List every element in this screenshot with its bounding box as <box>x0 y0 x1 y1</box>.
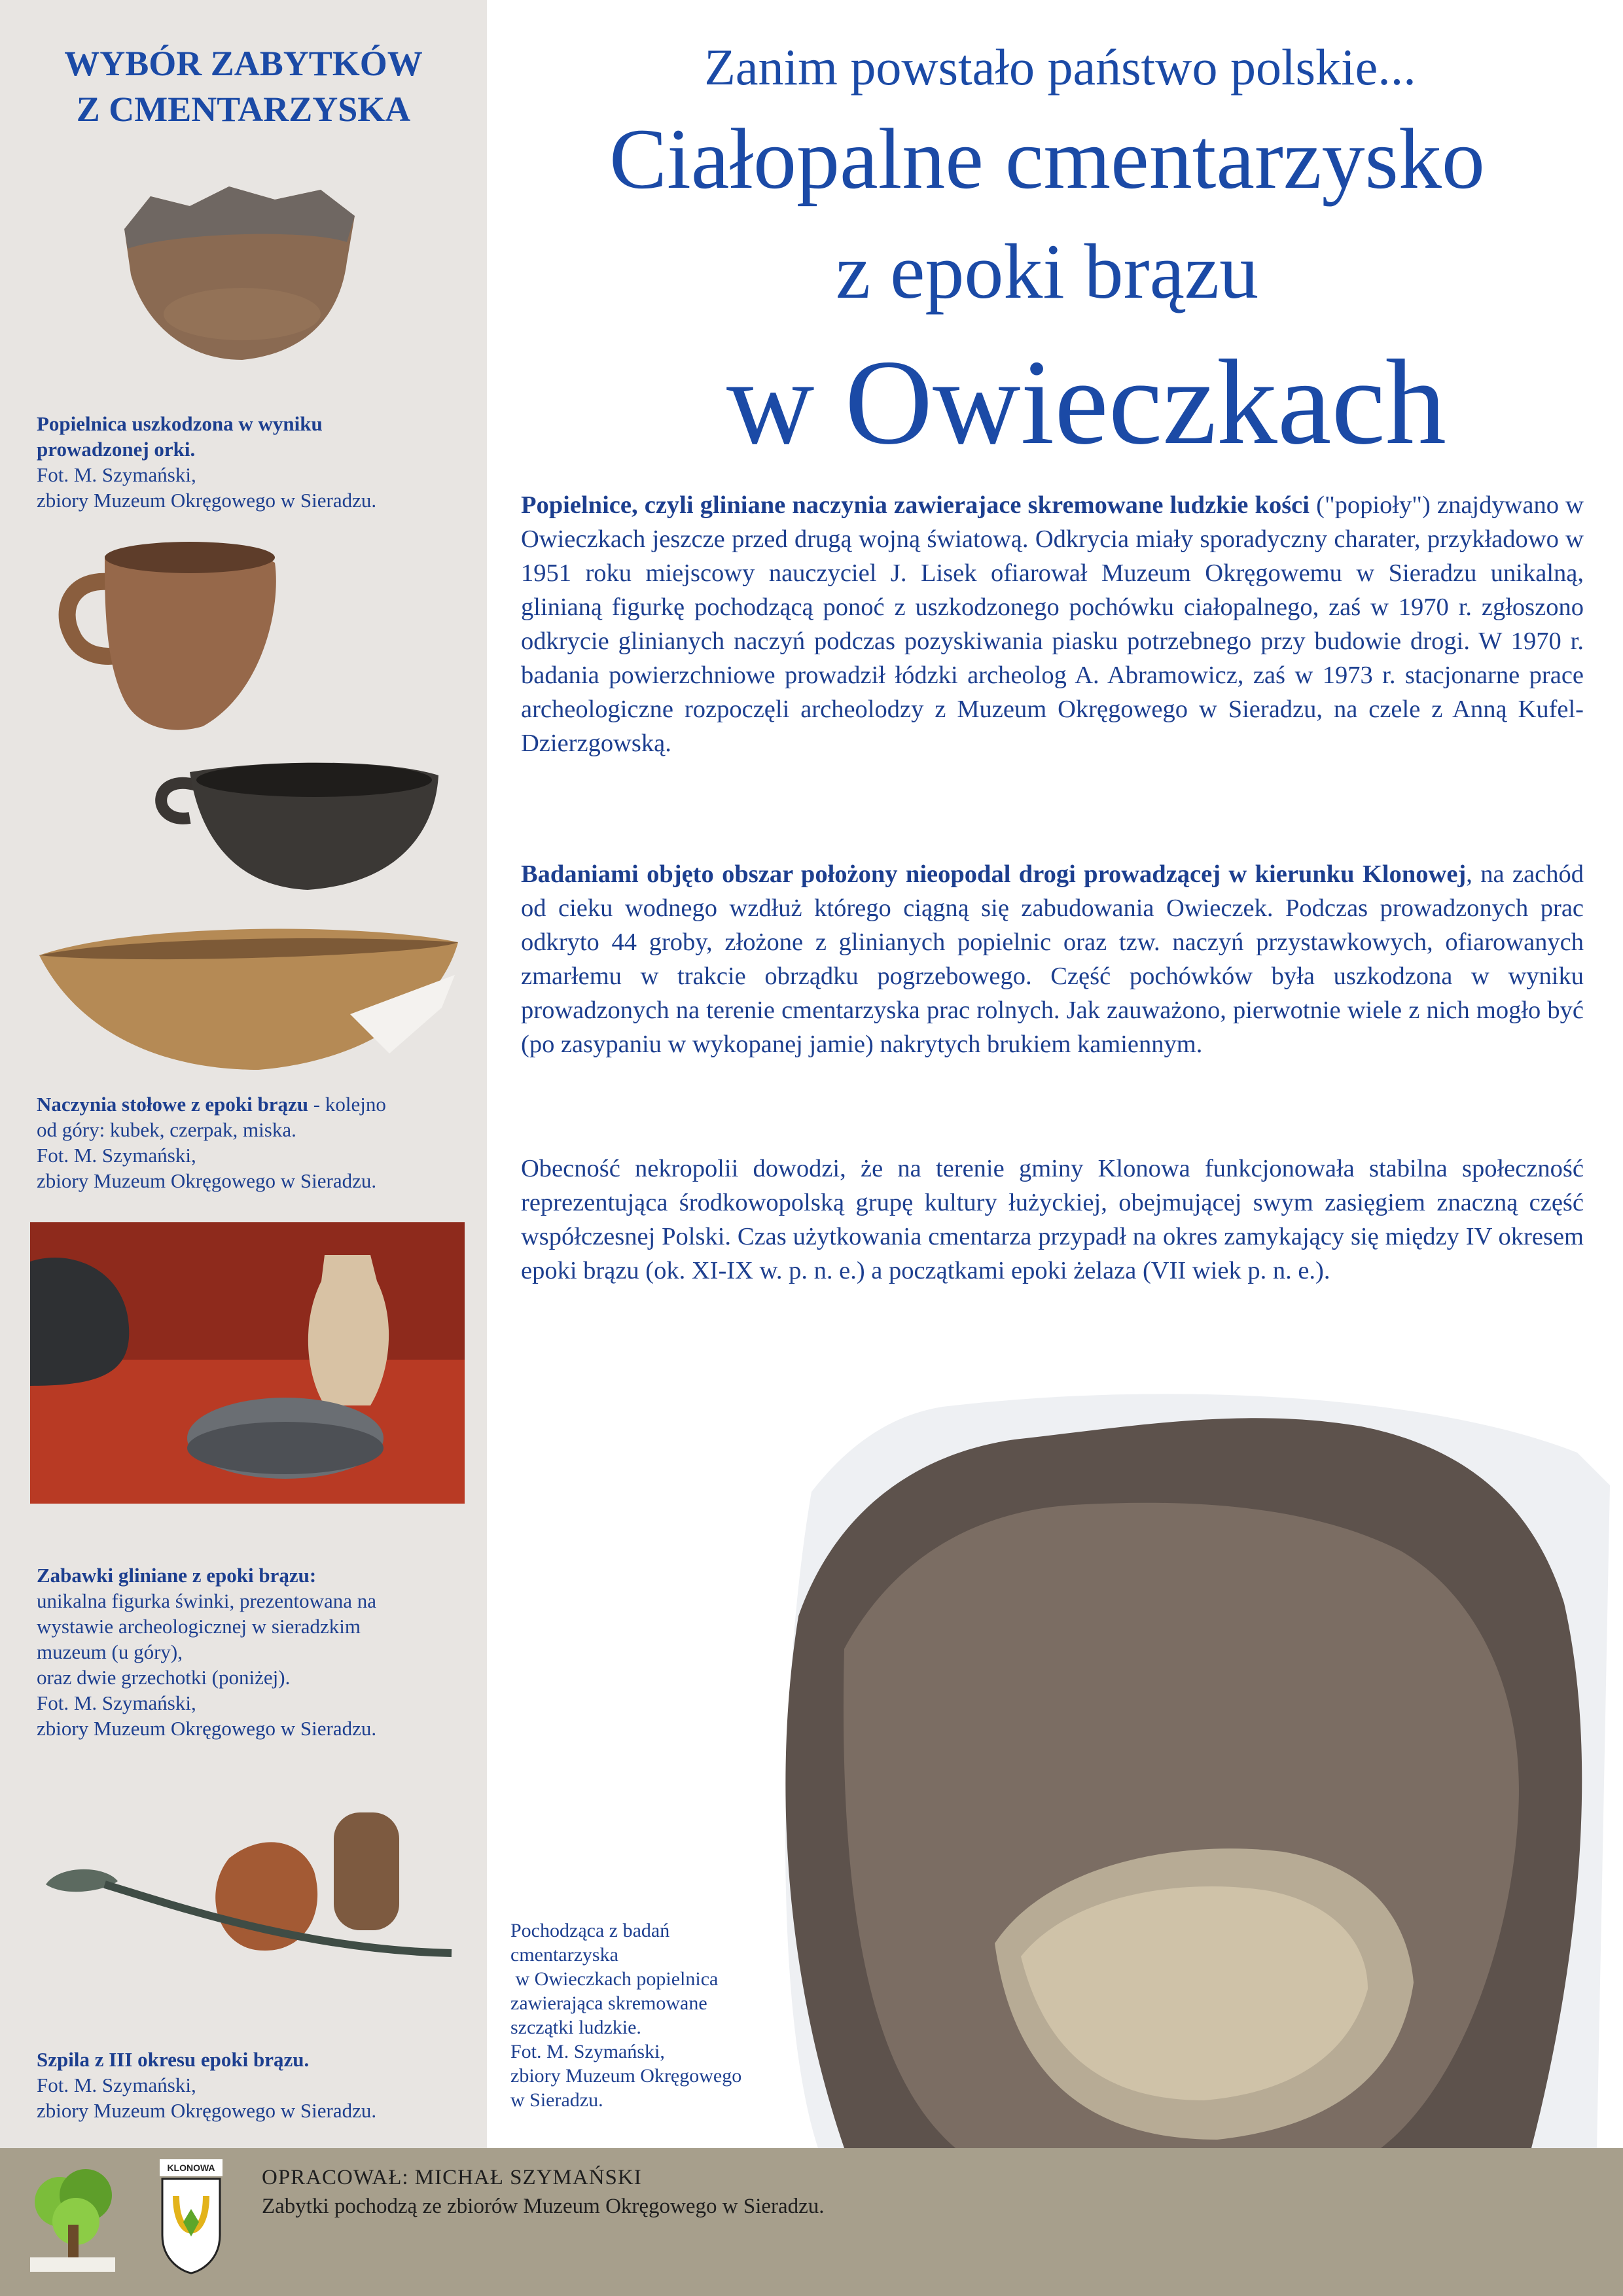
pin-and-rattles-photo <box>39 1793 458 2022</box>
caption-toys-line1: unikalna figurka świnki, prezentowana na <box>37 1589 377 1612</box>
library-tree-logo <box>24 2159 122 2277</box>
paragraph-1-lead: Popielnice, czyli gliniane naczynia zawierajace skremowane ludzkie kości <box>521 491 1310 519</box>
clay-toys-photo <box>30 1222 465 1504</box>
main-photo-caption-line5: szczątki ludzkie. <box>510 2017 641 2038</box>
main-photo-caption <box>510 1918 818 2112</box>
caption-toys-line2: wystawie archeologicznej w sieradzkim <box>37 1615 361 1638</box>
footer-source: Zabytki pochodzą ze zbiorów Muzeum Okręgowego w Sieradzu. <box>262 2195 825 2218</box>
caption-pin-collection: zbiory Muzeum Okręgowego w Sieradzu. <box>37 2099 377 2122</box>
footer-author: OPRACOWAŁ: MICHAŁ SZYMAŃSKI <box>262 2166 642 2189</box>
main-photo-caption-line4: zawierająca skremowane <box>510 1992 707 2014</box>
main-photo-caption-location: w Sieradzu. <box>510 2089 603 2111</box>
main-urn-photo <box>707 1354 1623 2148</box>
ladle-photo <box>137 746 445 903</box>
caption-tableware-title: Naczynia stołowe z epoki brązu <box>37 1093 309 1116</box>
page-subtitle: Zanim powstało państwo polskie... <box>704 39 1416 96</box>
caption-toys-photo-credit: Fot. M. Szymański, <box>37 1691 196 1714</box>
sidebar-title <box>13 41 474 132</box>
paragraph-2-text: , na zachód od cieku wodnego wzdłuż którego ciągną się zabudowania Owieczek. Podczas prowadzonych prac odkryto 44 groby, złożone z glinianych popielnic oraz tzw. naczyń przystawkowych, ofiarowanych zmarłemu w trakcie obrządku pogrzebowego. Część pochówków była uszkodzona w wyniku prowadzonych na terenie cmentarzyska prac rolnych. Jak zauważono, pierwotnie wiele z nich mogło być (po zasypaniu w wykopanej jamie) nakrytych brukiem kamiennym. <box>521 860 1584 1058</box>
caption-toys-line4: oraz dwie grzechotki (poniżej). <box>37 1666 291 1689</box>
paragraph-3: Obecność nekropolii dowodzi, że na terenie gminy Klonowa funkcjonowała stabilna społeczność reprezentująca środkowopolską grupę kultury łużyckiej, obejmującej swym zasięgiem znaczną część współczesnej Polski. Czas użytkowania cmentarza przypadł na okres zamykający się między IV okresem epoki brązu (ok. XI-IX w. p. n. e.) a początkami epoki żelaza (VII wiek p. n. e.). <box>521 1155 1584 1284</box>
paragraph-1-text: ("popioły") znajdywano w Owieczkach jeszcze przed drugą wojną światową. Odkrycia miały sporadyczny charater, przykładowo w 1951 roku miejscowy nauczyciel J. Lisek ofiarował Muzeum Okręgowemu w Sieradzu unikalną, glinianą figurkę pochodzącą ponoć z uszkodzonego pochówku ciałopalnego, zaś w 1970 r. zgłoszono odkrycie glinianych naczyń podczas pozyskiwania piasku potrzebnego przy budowie drogi. W 1970 r. badania powierzchniowe prowadził łódzki archeolog A. Abramowicz, zaś w 1973 r. stacjonarne prace archeologiczne rozpoczęli archeolodzy z Muzeum Okręgowego w Sieradzu, na czele z Anną Kufel-Dzierzgowską. <box>521 491 1584 757</box>
page-title-line1: Ciałopalne cmentarzysko <box>609 111 1485 207</box>
caption-toys-collection: zbiory Muzeum Okręgowego w Sieradzu. <box>37 1717 377 1740</box>
caption-urn-collection: zbiory Muzeum Okręgowego w Sieradzu. <box>37 489 377 512</box>
caption-toys-line3: muzeum (u góry), <box>37 1640 183 1663</box>
paragraph-2 <box>521 857 1584 1061</box>
bowl-photo <box>36 916 465 1080</box>
caption-urn-photo-credit: Fot. M. Szymański, <box>37 463 196 486</box>
caption-tableware-photo-credit: Fot. M. Szymański, <box>37 1144 196 1167</box>
main-photo-caption-photo-credit: Fot. M. Szymański, <box>510 2041 665 2062</box>
sidebar-title-line2: Z CMENTARZYSKA <box>76 90 411 129</box>
caption-tableware-suffix: - kolejno <box>308 1093 386 1116</box>
caption-toys-title: Zabawki gliniane z epoki brązu: <box>37 1564 317 1587</box>
caption-toys <box>37 1563 469 1741</box>
crest-shield-icon <box>160 2176 223 2274</box>
caption-pin-title: Szpila z III okresu epoki brązu. <box>37 2048 310 2071</box>
sidebar-title-line1: WYBÓR ZABYTKÓW <box>64 44 423 83</box>
main-photo-caption-line3: w Owieczkach popielnica <box>510 1968 719 1990</box>
paragraph-1 <box>521 488 1584 760</box>
mug-photo <box>52 530 288 739</box>
paragraph-2-lead: Badaniami objęto obszar położony nieopodal drogi prowadzącej w kierunku Klonowej <box>521 860 1467 888</box>
crest-label: KLONOWA <box>160 2159 223 2176</box>
caption-tableware-order: od góry: kubek, czerpak, miska. <box>37 1118 296 1141</box>
urn-photo <box>111 170 366 366</box>
caption-urn-title-2: prowadzonej orki. <box>37 438 196 461</box>
footer-bar <box>0 2148 1623 2296</box>
caption-urn <box>37 411 469 513</box>
caption-pin <box>37 2047 469 2123</box>
caption-tableware-collection: zbiory Muzeum Okręgowego w Sieradzu. <box>37 1169 377 1192</box>
page-title-line2: z epoki brązu <box>835 228 1259 315</box>
page-title-line3: w Owieczkach <box>726 335 1446 470</box>
caption-urn-title: Popielnica uszkodzona w wyniku <box>37 412 323 435</box>
caption-tableware <box>37 1091 469 1193</box>
main-photo-caption-line1: Pochodząca z badań <box>510 1920 670 1941</box>
caption-pin-photo-credit: Fot. M. Szymański, <box>37 2074 196 2096</box>
main-photo-caption-line2: cmentarzyska <box>510 1944 618 1966</box>
klonowa-coat-of-arms <box>160 2159 223 2284</box>
main-photo-caption-collection: zbiory Muzeum Okręgowego <box>510 2065 742 2087</box>
